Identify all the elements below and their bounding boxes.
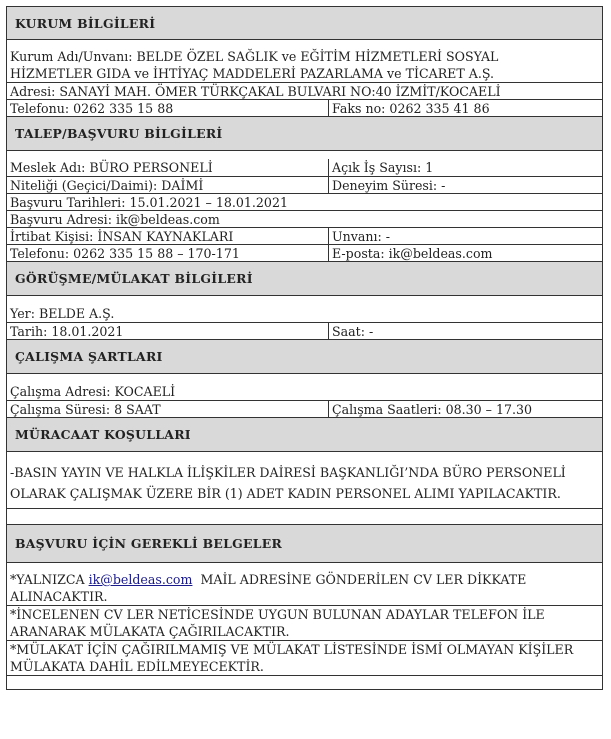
note1-suffix: MAİL ADRESİNE GÖNDERİLEN CV LER DİKKATE <box>192 572 527 587</box>
job-experience: Deneyim Süresi: - <box>332 178 446 193</box>
dates-row <box>7 193 602 210</box>
work-address: Çalışma Adresi: KOCAELİ <box>10 384 176 399</box>
work-duration: Çalışma Süresi: 8 SAAT <box>7 401 329 417</box>
section-header-application-conditions <box>6 418 603 452</box>
work-duration-row <box>7 400 602 417</box>
nature-row <box>7 176 602 193</box>
interview-place-row <box>7 305 602 322</box>
empty-row <box>7 675 602 689</box>
institution-fax: Faks no: 0262 335 41 86 <box>332 101 490 116</box>
job-openings: Açık İş Sayısı: 1 <box>332 160 434 175</box>
contact-row <box>7 227 602 244</box>
section-title: ÇALIŞMA ŞARTLARI <box>15 349 163 364</box>
interview-time: Saat: - <box>332 324 374 339</box>
working-conditions-block <box>6 374 603 418</box>
contact-phone: Telefonu: 0262 335 15 88 – 170-171 <box>7 245 329 261</box>
document-note-2 <box>7 605 602 640</box>
contact-phone-row <box>7 244 602 261</box>
job-row <box>7 159 602 176</box>
section-header-application <box>6 117 603 151</box>
institution-name-line1: Kurum Adı/Unvanı: BELDE ÖZEL SAĞLIK ve EĞİTİM HİZMETLERİ SOSYAL <box>10 49 499 64</box>
interview-date: Tarih: 18.01.2021 <box>7 323 329 339</box>
application-conditions-text <box>7 462 602 504</box>
note2-line2: ARANARAK MÜLAKATA ÇAĞIRILACAKTIR. <box>10 624 290 639</box>
institution-address-row <box>7 82 602 99</box>
note1-line1 <box>10 571 599 588</box>
contact-email: E-posta: ik@beldeas.com <box>332 246 493 261</box>
section-header-interview <box>6 262 603 296</box>
application-block <box>6 151 603 262</box>
institution-name-line2: HİZMETLER GIDA ve İHTİYAÇ MADDELERİ PAZARLAMA ve TİCARET A.Ş. <box>10 66 495 81</box>
institution-block <box>6 40 603 117</box>
document-note-3 <box>7 640 602 675</box>
note1-prefix: *YALNIZCA <box>10 572 89 587</box>
note3-line2: MÜLAKATA DAHİL EDİLMEYECEKTİR. <box>10 659 264 674</box>
email-link[interactable]: ik@beldeas.com <box>88 572 193 587</box>
work-address-row <box>7 383 602 400</box>
empty-row <box>7 508 602 524</box>
institution-name <box>7 48 602 82</box>
section-title: MÜRACAAT KOŞULLARI <box>15 427 191 442</box>
note2-line1: *İNCELENEN CV LER NETİCESİNDE UYGUN BULUNAN ADAYLAR TELEFON İLE <box>10 607 545 622</box>
application-conditions-block <box>6 452 603 525</box>
work-hours: Çalışma Saatleri: 08.30 – 17.30 <box>332 402 533 417</box>
note1-line2: ALINACAKTIR. <box>10 589 108 604</box>
interview-date-row <box>7 322 602 339</box>
section-title: KURUM BİLGİLERİ <box>15 15 156 31</box>
job-nature: Niteliği (Geçici/Daimi): DAİMİ <box>7 177 329 193</box>
institution-phone: Telefonu: 0262 335 15 88 <box>7 100 329 116</box>
contact-person: İrtibat Kişisi: İNSAN KAYNAKLARI <box>7 228 329 244</box>
application-address: Başvuru Adresi: ik@beldeas.com <box>10 212 220 227</box>
contact-title: Unvanı: - <box>332 229 390 244</box>
note3-line1: *MÜLAKAT İÇİN ÇAĞIRILMAMIŞ VE MÜLAKAT LİSTESİNDE İSMİ OLMAYAN KİŞİLER <box>10 642 574 657</box>
interview-block <box>6 296 603 340</box>
section-header-working-conditions <box>6 340 603 374</box>
conditions-line1: -BASIN YAYIN VE HALKLA İLİŞKİLER DAİRESİ BAŞKANLIĞI’NDA BÜRO PERSONELİ <box>10 465 566 480</box>
apply-address-row <box>7 210 602 227</box>
document-note-1 <box>7 571 602 605</box>
section-title: TALEP/BAŞVURU BİLGİLERİ <box>15 126 223 141</box>
institution-contact-row <box>7 99 602 116</box>
interview-place: Yer: BELDE A.Ş. <box>10 306 115 321</box>
conditions-line2: OLARAK ÇALIŞMAK ÜZERE BİR (1) ADET KADIN PERSONEL ALIMI YAPILACAKTIR. <box>10 486 561 501</box>
institution-address: Adresi: SANAYİ MAH. ÖMER TÜRKÇAKAL BULVARI NO:40 İZMİT/KOCAELİ <box>10 84 501 99</box>
job-posting-form <box>6 6 603 690</box>
section-title: BAŞVURU İÇİN GEREKLİ BELGELER <box>15 536 283 551</box>
section-header-required-documents <box>6 525 603 563</box>
section-header-institution <box>6 6 603 40</box>
section-title: GÖRÜŞME/MÜLAKAT BİLGİLERİ <box>15 271 253 286</box>
required-documents-block <box>6 563 603 690</box>
application-dates: Başvuru Tarihleri: 15.01.2021 – 18.01.2021 <box>10 195 288 210</box>
job-name: Meslek Adı: BÜRO PERSONELİ <box>7 159 329 176</box>
